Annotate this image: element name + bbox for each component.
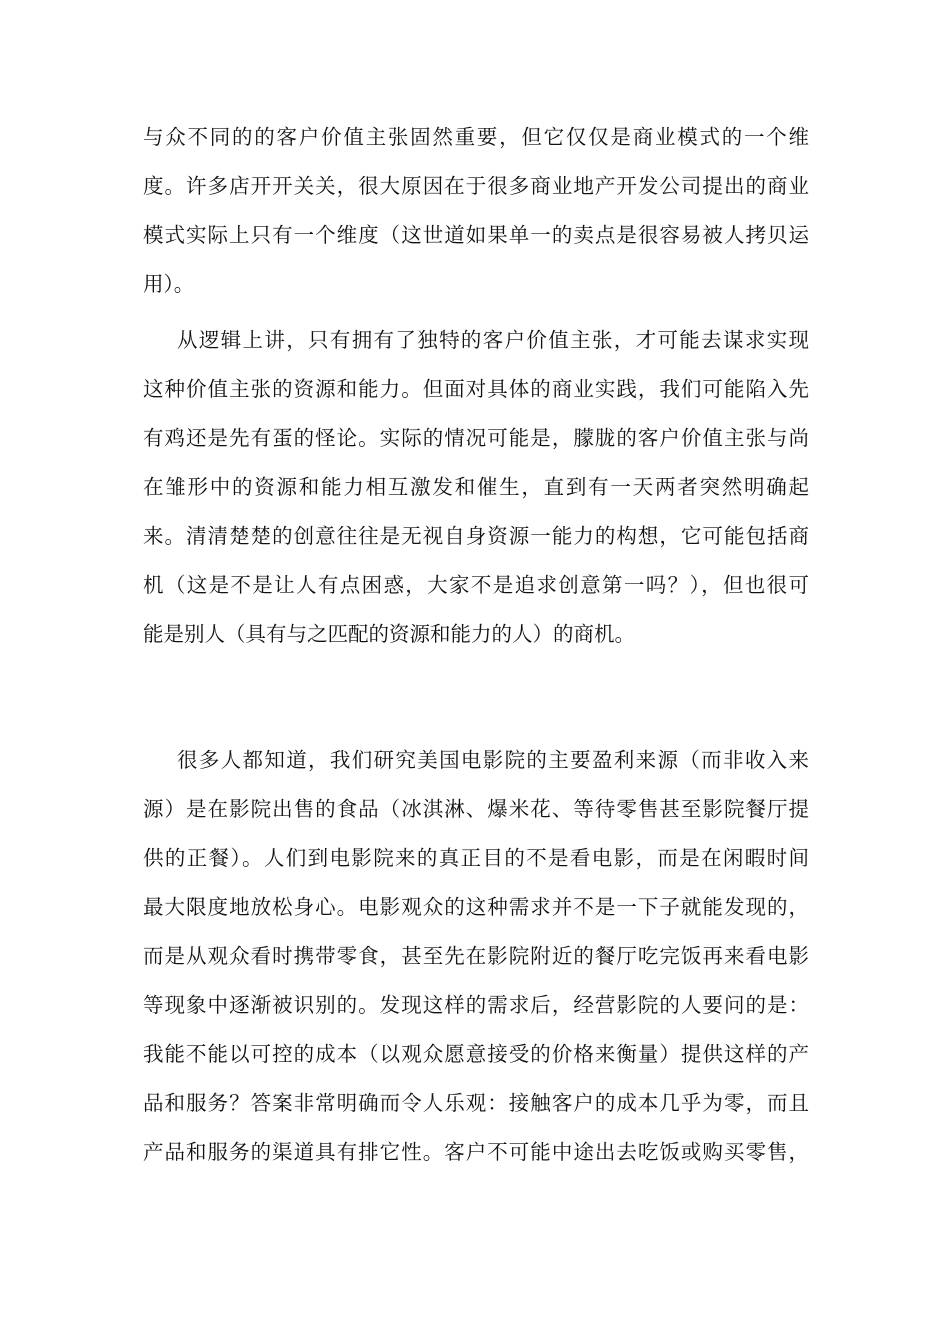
text-line: 与众不同的的客户价值主张固然重要，但它仅仅是商业模式的一个维 xyxy=(143,125,809,149)
text-line: 产品和服务的渠道具有排它性。客户不可能中途出去吃饭或购买零售， xyxy=(143,1140,809,1164)
text-line: 很多人都知道，我们研究美国电影院的主要盈利来源（而非收入来 xyxy=(177,748,809,772)
text-line: 用）。 xyxy=(143,272,195,296)
text-line: 机（这是不是让人有点困惑，大家不是追求创意第一吗？），但也很可 xyxy=(143,573,809,597)
text-line: 供的正餐）。人们到电影院来的真正目的不是看电影，而是在闲暇时间 xyxy=(143,846,809,870)
text-line: 来。清清楚楚的创意往往是无视自身资源一能力的构想，它可能包括商 xyxy=(143,524,809,548)
text-line: 这种价值主张的资源和能力。但面对具体的商业实践，我们可能陷入先 xyxy=(143,377,809,401)
text-line: 能是别人（具有与之匹配的资源和能力的人）的商机。 xyxy=(143,622,635,646)
text-line: 最大限度地放松身心。电影观众的这种需求并不是一下子就能发现的， xyxy=(143,895,809,919)
paragraph-cinema xyxy=(143,736,809,1177)
paragraph-value-dimension xyxy=(143,113,809,309)
text-line: 品和服务？答案非常明确而令人乐观：接触客户的成本几乎为零，而且 xyxy=(143,1091,809,1115)
text-line: 等现象中逐渐被识别的。发现这样的需求后，经营影院的人要问的是： xyxy=(143,993,809,1017)
text-line: 源）是在影院出售的食品（冰淇淋、爆米花、等待零售甚至影院餐厅提 xyxy=(143,797,809,821)
text-line: 从逻辑上讲，只有拥有了独特的客户价值主张，才可能去谋求实现 xyxy=(177,328,809,352)
text-line: 我能不能以可控的成本（以观众愿意接受的价格来衡量）提供这样的产 xyxy=(143,1042,809,1066)
text-line: 在雏形中的资源和能力相互激发和催生，直到有一天两者突然明确起 xyxy=(143,475,809,499)
text-line: 模式实际上只有一个维度（这世道如果单一的卖点是很容易被人拷贝运 xyxy=(143,223,809,247)
paragraph-logic xyxy=(143,316,809,659)
text-line: 而是从观众看时携带零食，甚至先在影院附近的餐厅吃完饭再来看电影 xyxy=(143,944,809,968)
text-line: 有鸡还是先有蛋的怪论。实际的情况可能是，朦胧的客户价值主张与尚 xyxy=(143,426,809,450)
text-line: 度。许多店开开关关，很大原因在于很多商业地产开发公司提出的商业 xyxy=(143,174,809,198)
